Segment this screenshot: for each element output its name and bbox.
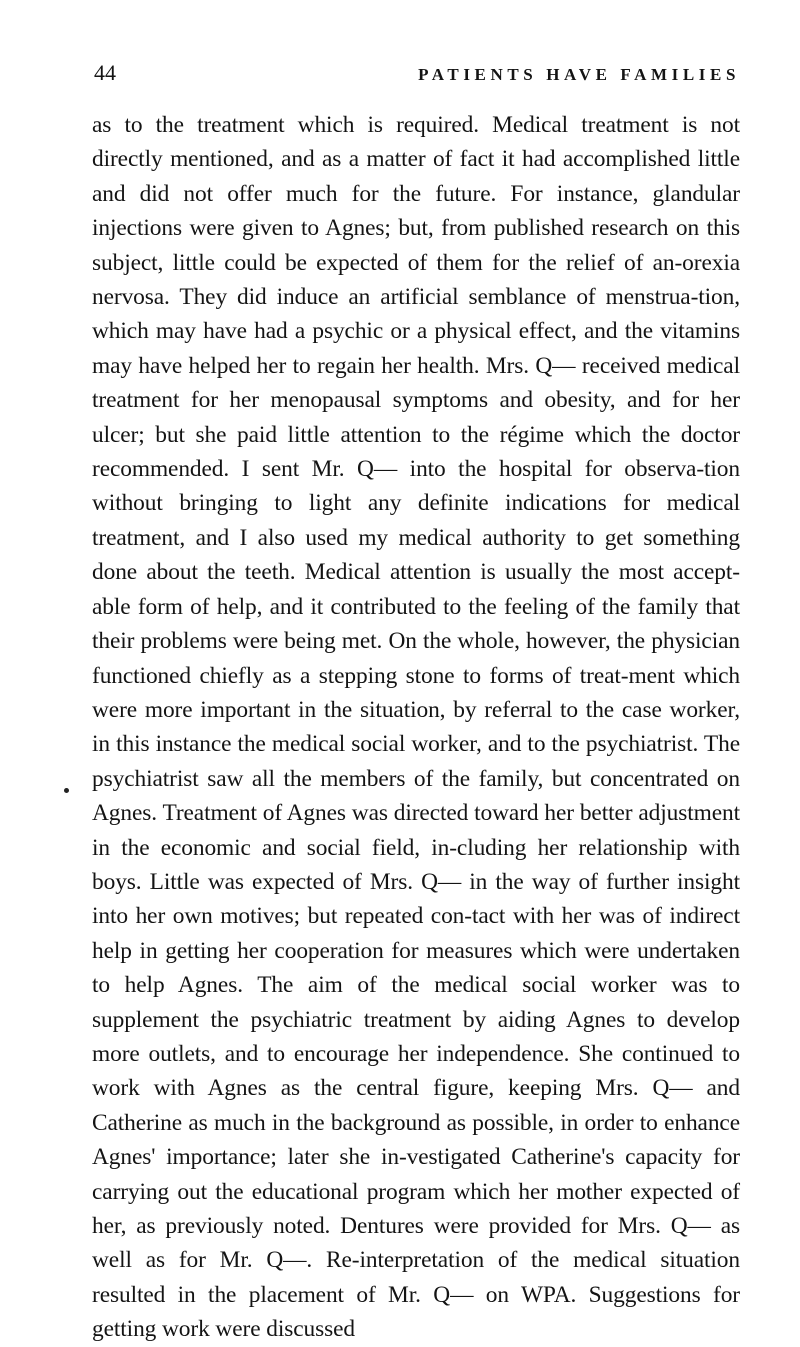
book-page — [92, 60, 740, 1347]
running-title: PATIENTS HAVE FAMILIES — [418, 65, 740, 84]
page-number: 44 — [94, 60, 116, 85]
margin-dot-mark — [64, 788, 69, 793]
body-paragraph: as to the treatment which is required. Medical treatment is not directly mentioned, and as a matter of fact it had accomplished little and did not offer much for the future. For instance, glandular injections were given to Agnes; but, from published research on this subject, little could be expected of them for the relief of an-orexia nervosa. They did induce an artificial semblance of menstrua-tion, which may have had a psychic or a physical effect, and the vitamins may have helped her to regain her health. Mrs. Q— received medical treatment for her menopausal symptoms and obesity, and for her ulcer; but she paid little attention to the régime which the doctor recommended. I sent Mr. Q— into the hospital for observa-tion without bringing to light any definite indications for medical treatment, and I also used my medical authority to get something done about the teeth. Medical attention is usually the most accept-able form of help, and it contributed to the feeling of the family that their problems were being met. On the whole, however, the physician functioned chiefly as a stepping stone to forms of treat-ment which were more important in the situation, by referral to the case worker, in this instance the medical social worker, and to the psychiatrist. The psychiatrist saw all the members of the family, but concentrated on Agnes. Treatment of Agnes was directed toward her better adjustment in the economic and social field, in-cluding her relationship with boys. Little was expected of Mrs. Q— in the way of further insight into her own motives; but repeated con-tact with her was of indirect help in getting her cooperation for measures which were undertaken to help Agnes. The aim of the medical social worker was to supplement the psychiatric treatment by aiding Agnes to develop more outlets, and to encourage her independence. She continued to work with Agnes as the central figure, keeping Mrs. Q— and Catherine as much in the background as possible, in order to enhance Agnes' importance; later she in-vestigated Catherine's capacity for carrying out the educational program which her mother expected of her, as previously noted. Dentures were provided for Mrs. Q— as well as for Mr. Q—. Re-interpretation of the medical situation resulted in the placement of Mr. Q— on WPA. Suggestions for getting work were discussed — [92, 112, 740, 1343]
running-head — [92, 60, 740, 100]
